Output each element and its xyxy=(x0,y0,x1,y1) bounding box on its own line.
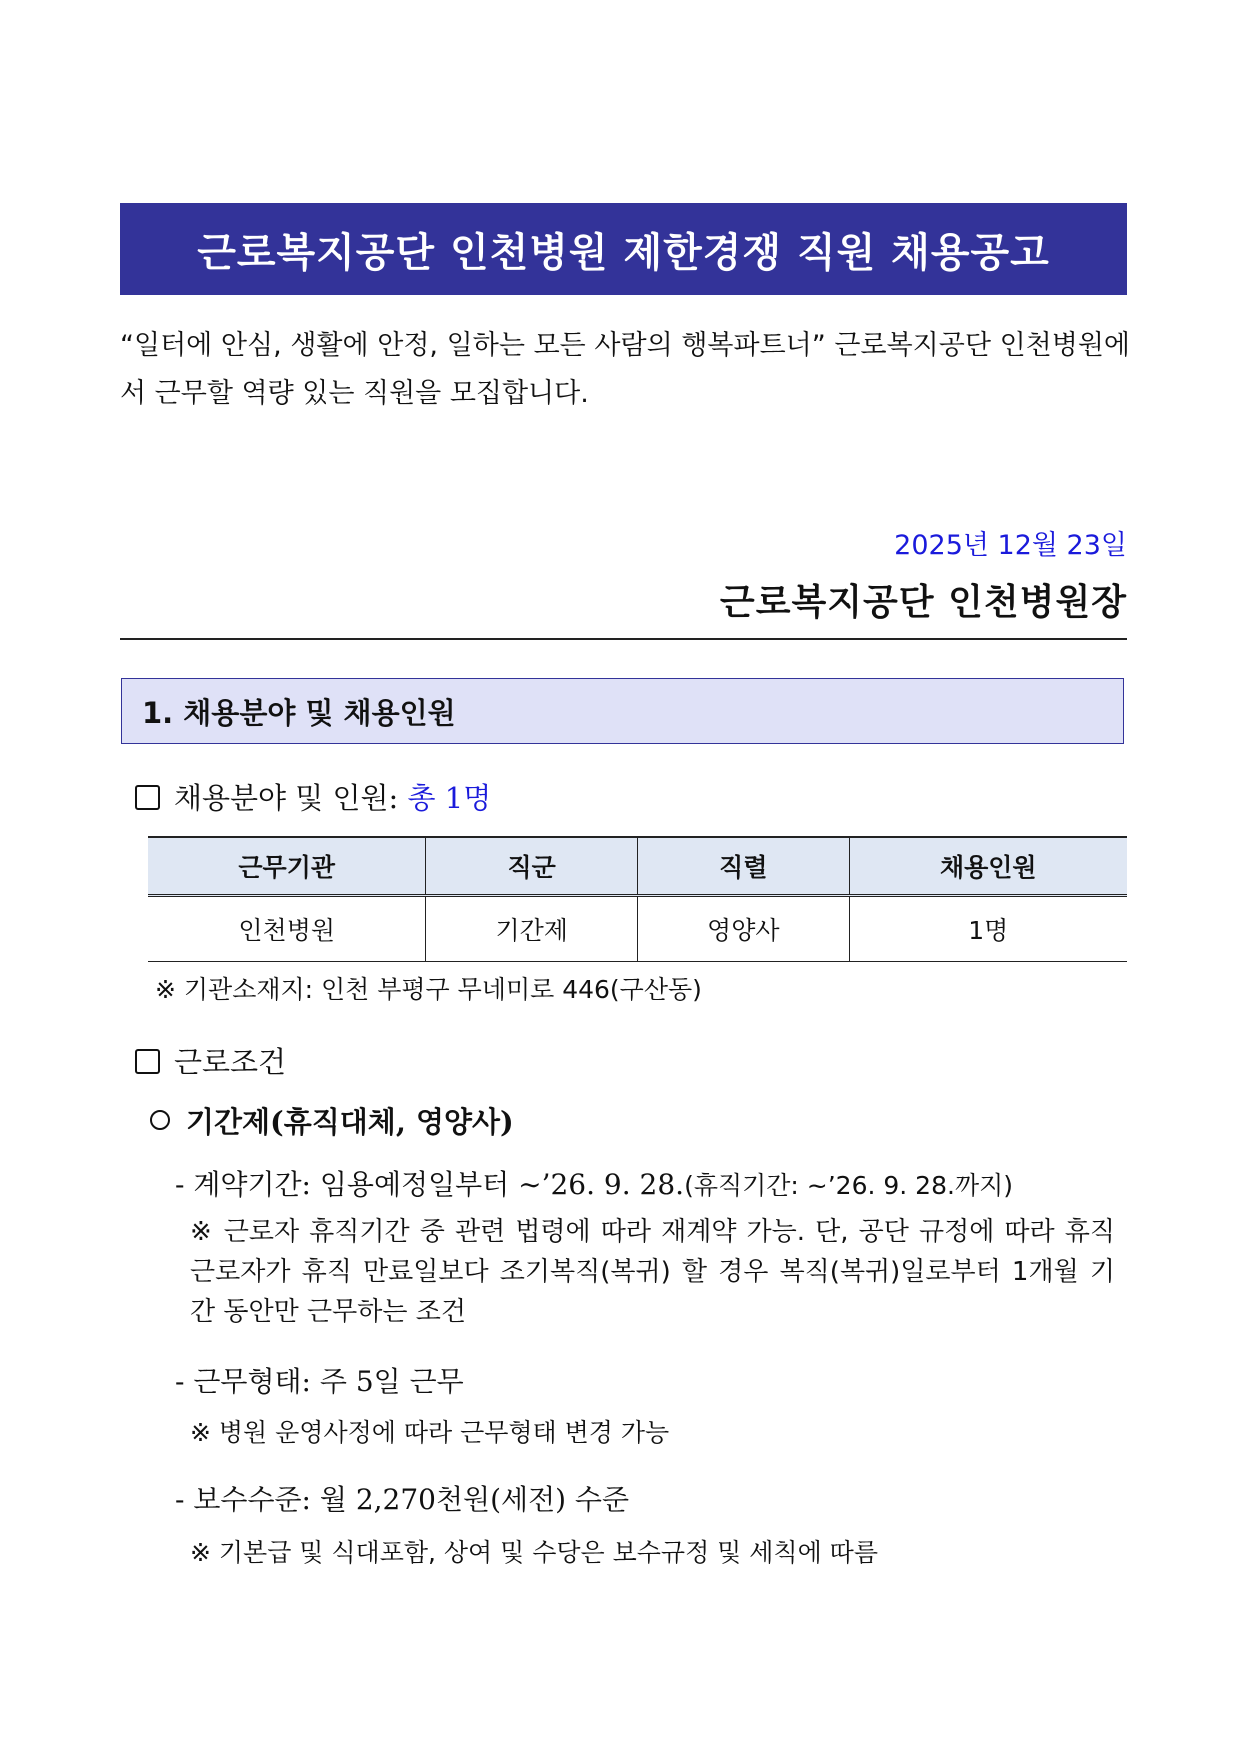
table-cell: 인천병원 xyxy=(148,896,426,962)
recruit-field-line xyxy=(135,776,491,817)
recruit-field-label: 채용분야 및 인원: xyxy=(174,781,408,815)
intro-paragraph: “일터에 안심, 생활에 안정, 일하는 모든 사람의 행복파트너” 근로복지공단 인천병원에서 근무할 역량 있는 직원을 모집합니다. xyxy=(120,330,1130,409)
document-title: 근로복지공단 인천병원 제한경쟁 직원 채용공고 xyxy=(120,203,1127,295)
table-row xyxy=(148,896,1127,962)
contract-period-suffix: (휴직기간: ~’26. 9. 28.까지) xyxy=(684,1171,1013,1200)
table-cell: 영양사 xyxy=(637,896,849,962)
work-type-line: - 근무형태: 주 5일 근무 xyxy=(175,1365,464,1398)
contract-period: - 계약기간: 임용예정일부터 ∼’26. 9. 28. xyxy=(175,1168,685,1201)
conditions-heading-line xyxy=(135,1040,286,1081)
circle-bullet-icon xyxy=(150,1110,170,1130)
table-header-row xyxy=(148,837,1127,896)
table-header: 직렬 xyxy=(637,837,849,896)
recruit-total: 총 1명 xyxy=(407,781,492,815)
table-header: 채용인원 xyxy=(849,837,1127,896)
notice-signer: 근로복지공단 인천병원장 xyxy=(719,582,1127,623)
header-divider xyxy=(120,638,1127,640)
table-cell: 기간제 xyxy=(426,896,638,962)
checkbox-icon xyxy=(135,1049,160,1074)
contract-period-line xyxy=(175,1163,1013,1203)
checkbox-icon xyxy=(135,785,160,810)
recruit-table xyxy=(148,836,1127,962)
conditions-subheading-line xyxy=(150,1100,514,1141)
table-cell: 1명 xyxy=(849,896,1127,962)
conditions-subheading: 기간제(휴직대체, 영양사) xyxy=(186,1105,514,1139)
section-1-heading xyxy=(121,678,1124,744)
contract-note: ※ 근로자 휴직기간 중 관련 법령에 따라 재계약 가능. 단, 공단 규정에 따라 휴직 근로자가 휴직 만료일보다 조기복직(복귀) 할 경우 복직(복귀)일로부터 1개월 기간 동안만 근무하는 조건 xyxy=(190,1217,1115,1327)
notice-date: 2025년 12월 23일 xyxy=(894,530,1127,561)
work-type-note: ※ 병원 운영사정에 따라 근무형태 변경 가능 xyxy=(190,1418,670,1447)
section-1-title: 1. 채용분야 및 채용인원 xyxy=(142,695,456,730)
pay-line: - 보수수준: 월 2,270천원(세전) 수준 xyxy=(175,1483,630,1516)
table-header: 근무기관 xyxy=(148,837,426,896)
location-note: ※ 기관소재지: 인천 부평구 무네미로 446(구산동) xyxy=(155,975,702,1004)
pay-note: ※ 기본급 및 식대포함, 상여 및 수당은 보수규정 및 세칙에 따름 xyxy=(190,1538,878,1567)
conditions-heading: 근로조건 xyxy=(174,1045,287,1079)
table-header: 직군 xyxy=(426,837,638,896)
